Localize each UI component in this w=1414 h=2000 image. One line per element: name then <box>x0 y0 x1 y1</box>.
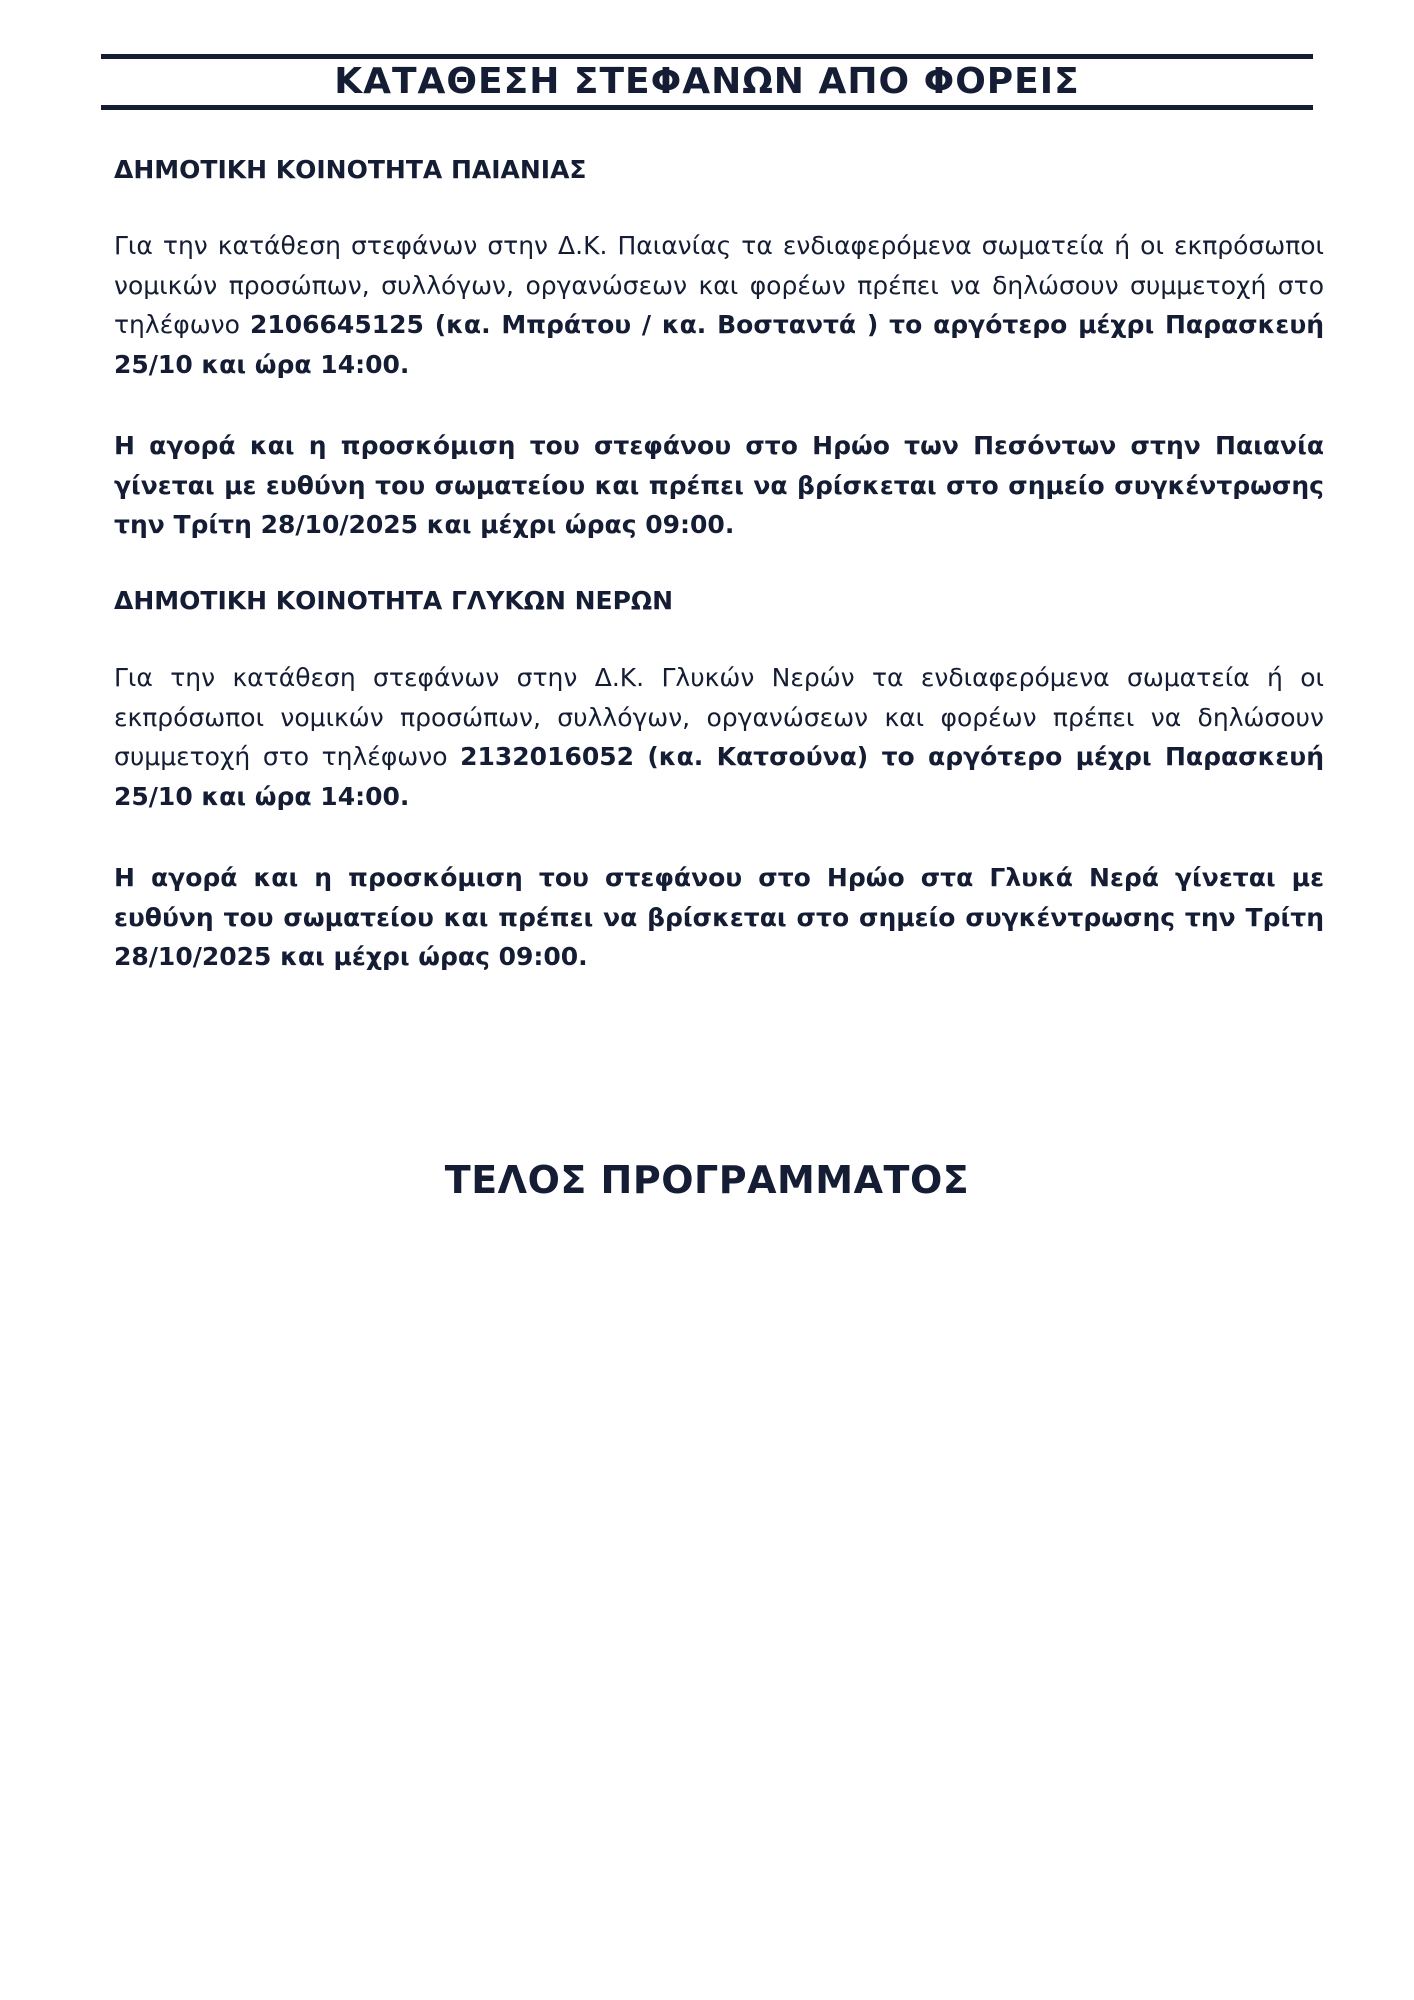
phone-number: 2106645125 <box>249 310 424 339</box>
page-title: ΚΑΤΑΘΕΣΗ ΣΤΕΦΑΝΩΝ ΑΠΟ ΦΟΡΕΙΣ <box>334 61 1080 102</box>
end-of-program-title: ΤΕΛΟΣ ΠΡΟΓΡΑΜΜΑΤΟΣ <box>444 1158 970 1202</box>
registration-deadline: το αργότερο μέχρι Παρασκευή 25/10 και ώρα 14:00. <box>114 310 1325 379</box>
contact-persons: (κα. Κατσούνα) <box>634 742 869 771</box>
section-heading-glyka-nera: ΔΗΜΟΤΙΚΗ ΚΟΙΝΟΤΗΤΑ ΓΛΥΚΩΝ ΝΕΡΩΝ <box>114 586 674 615</box>
contact-persons: (κα. Μπράτου / κα. Βοσταντά ) <box>423 310 879 339</box>
registration-intro: Για την κατάθεση στεφάνων στην Δ.Κ. Γλυκών Νερών τα ενδιαφερόμενα σωματεία ή οι εκπρόσωποι νομικών προσώπων, συλλόγων, οργανώσεων και φορέων πρέπει να δηλώσουν συμμετοχή στο τηλέφωνο <box>114 663 1324 771</box>
title-top-rule <box>101 54 1313 59</box>
title-bottom-rule <box>101 105 1313 110</box>
phone-number: 2132016052 <box>460 742 635 771</box>
delivery-paragraph-paiania: Η αγορά και η προσκόμιση του στεφάνου στο Ηρώο των Πεσόντων στην Παιανία γίνεται με ευθύνη του σωματείου και πρέπει να βρίσκεται στο σημείο συγκέντρωσης την Τρίτη 28/10/2025 και μέχρι ώρας 09:00. <box>114 431 1324 539</box>
registration-paragraph-paiania <box>114 226 1324 384</box>
section-heading-paiania: ΔΗΜΟΤΙΚΗ ΚΟΙΝΟΤΗΤΑ ΠΑΙΑΝΙΑΣ <box>114 155 587 184</box>
registration-deadline: το αργότερο μέχρι Παρασκευή 25/10 και ώρα 14:00. <box>114 742 1324 811</box>
registration-intro: Για την κατάθεση στεφάνων στην Δ.Κ. Παιανίας τα ενδιαφερόμενα σωματεία ή οι εκπρόσωποι νομικών προσώπων, συλλόγων, οργανώσεων και φορέων πρέπει να δηλώσουν συμμετοχή στο τηλέφωνο <box>114 231 1324 339</box>
title-block <box>101 54 1313 110</box>
registration-paragraph-glyka-nera <box>114 658 1324 816</box>
delivery-paragraph-glyka-nera: Η αγορά και η προσκόμιση του στεφάνου στο Ηρώο στα Γλυκά Νερά γίνεται με ευθύνη του σωματείου και πρέπει να βρίσκεται στο σημείο συγκέντρωσης την Τρίτη 28/10/2025 και μέχρι ώρας 09:00. <box>114 863 1324 971</box>
